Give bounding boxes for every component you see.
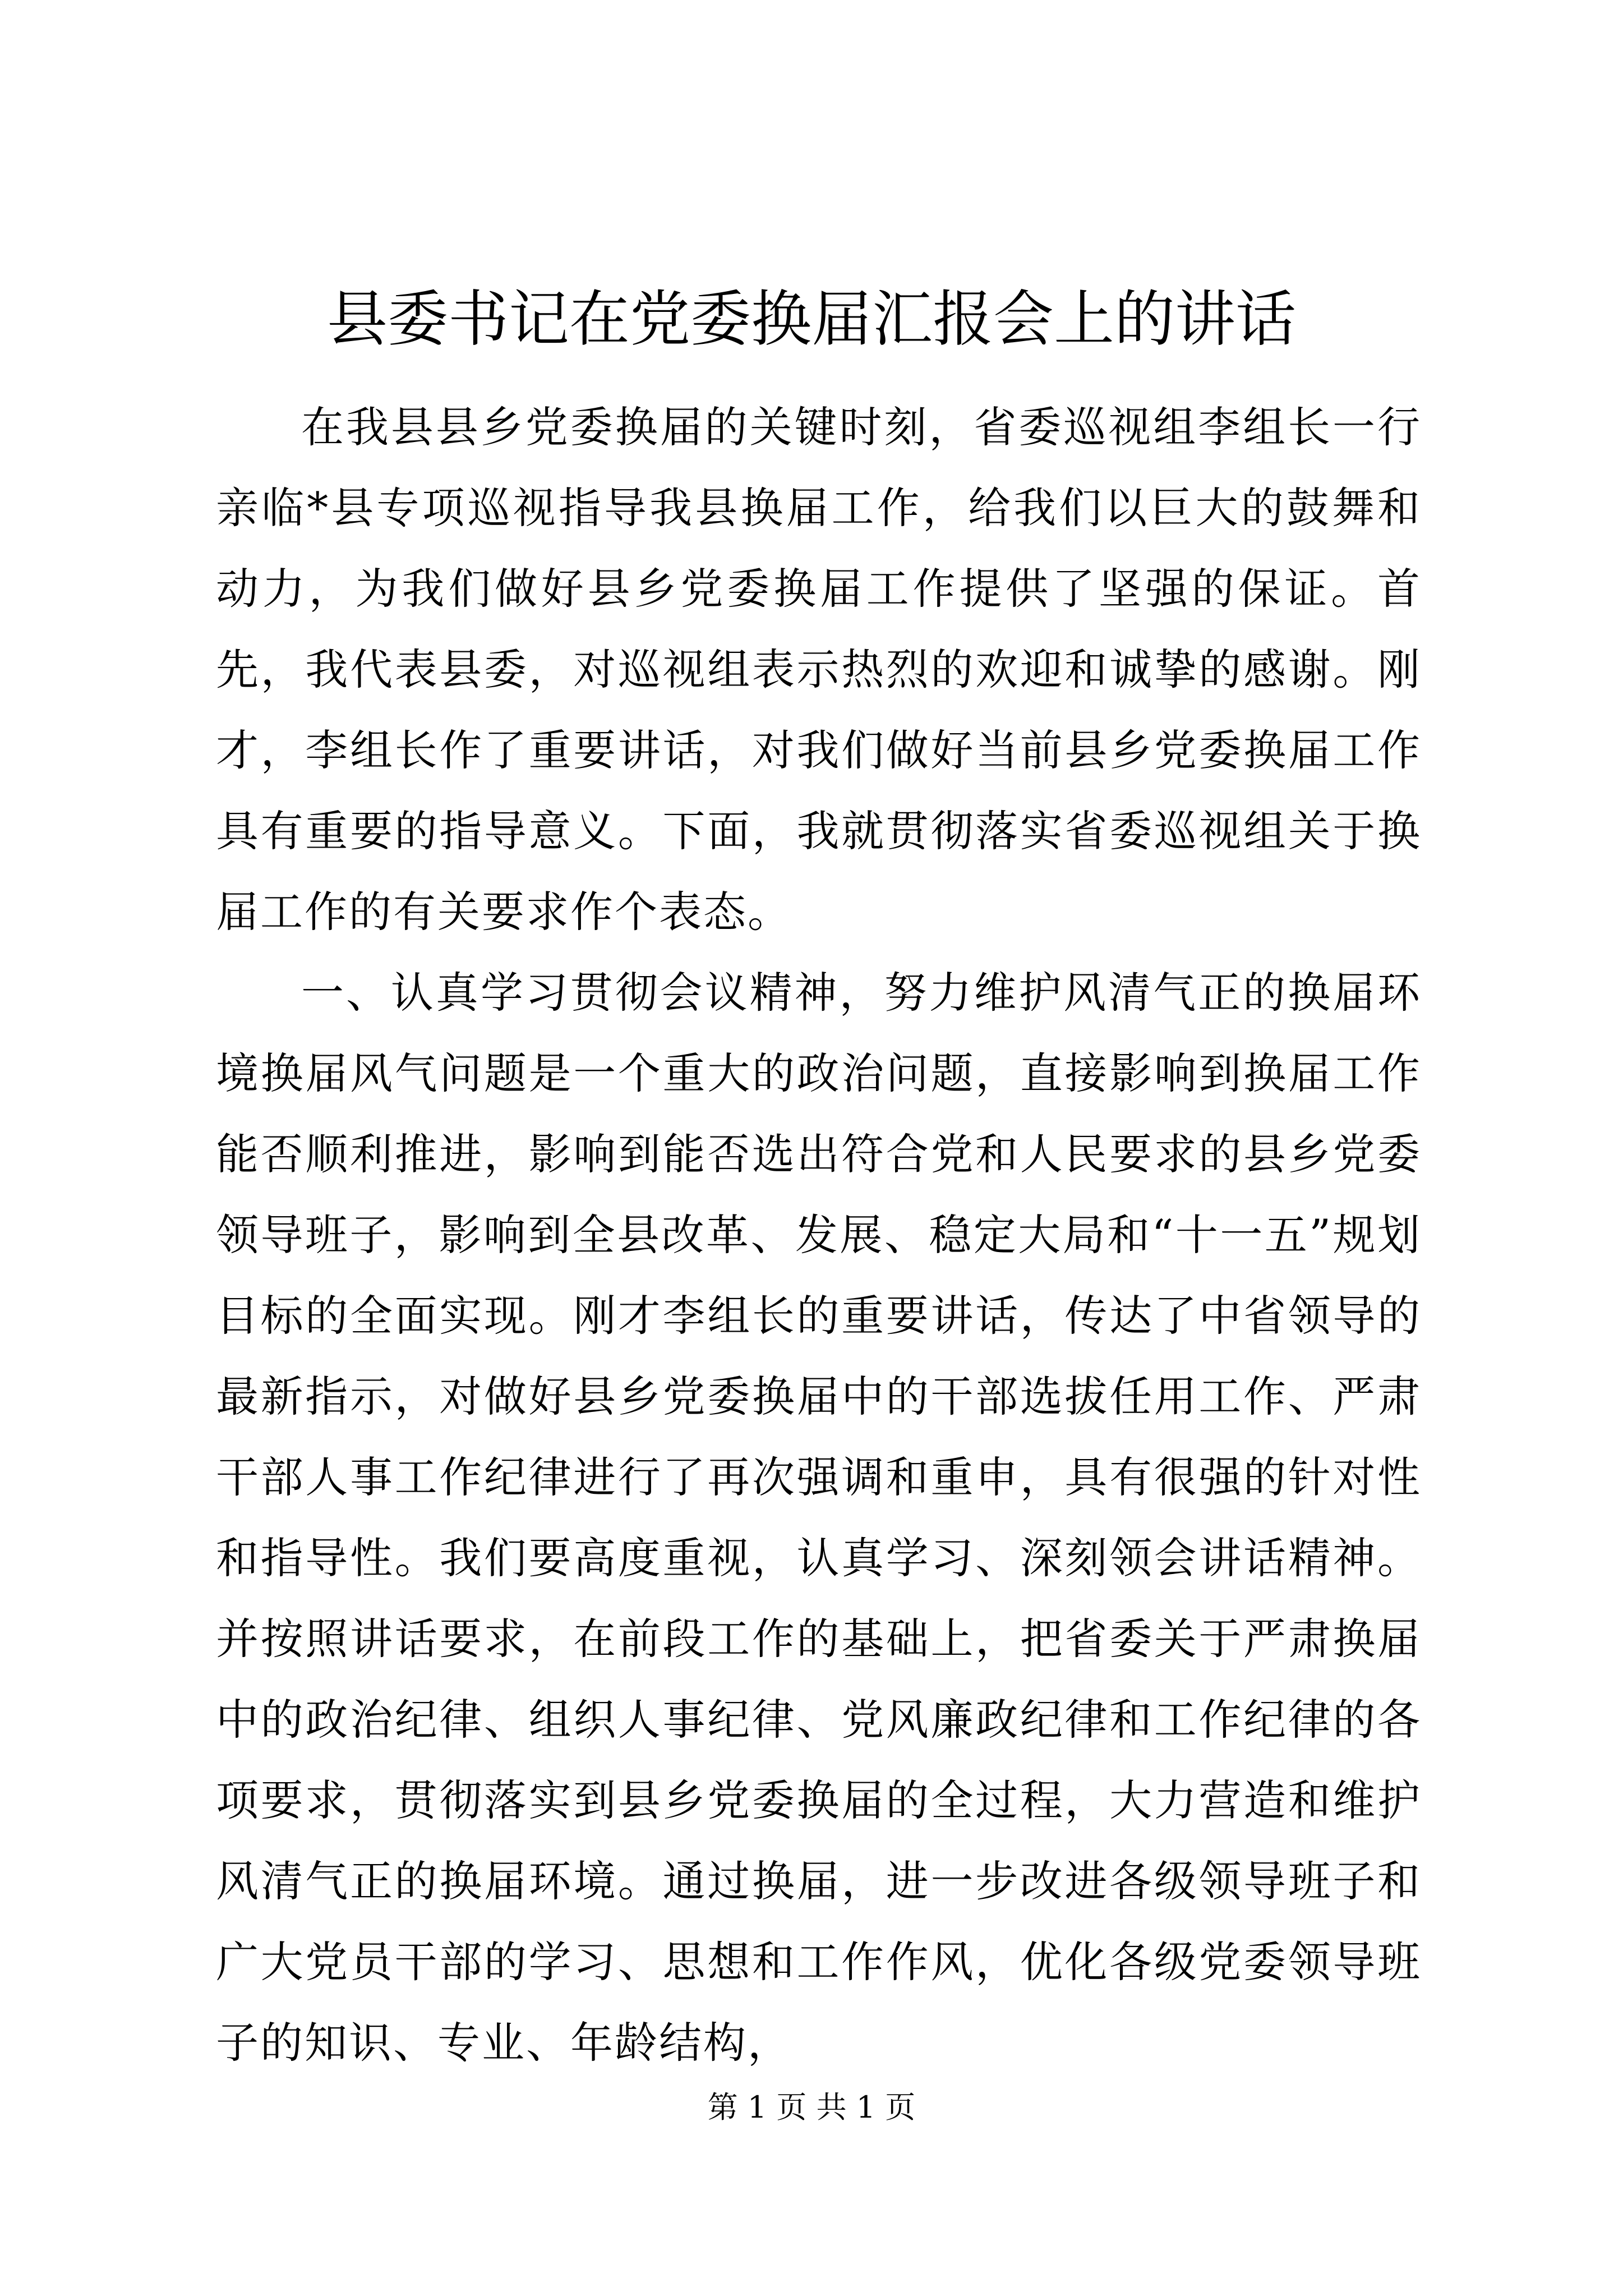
page-footer: 第 1 页 共 1 页 bbox=[707, 2090, 916, 2125]
paragraph-intro: 在我县县乡党委换届的关键时刻，省委巡视组李组长一行亲临*县专项巡视指导我县换届工作，给我们以巨大的鼓舞和动力，为我们做好县乡党委换届工作提供了坚强的保证。首先，我代表县委，对巡视组表示热烈的欢迎和诚挚的感谢。刚才，李组长作了重要讲话，对我们做好当前县乡党委换届工作具有重要的指导意义。下面，我就贯彻落实省委巡视组关于换届工作的有关要求作个表态。 bbox=[216, 402, 1422, 937]
document-body bbox=[216, 387, 1422, 2083]
paragraph-section-one: 一、认真学习贯彻会议精神，努力维护风清气正的换届环境换届风气问题是一个重大的政治问题，直接影响到换届工作能否顺利推进，影响到能否选出符合党和人民要求的县乡党委领导班子，影响到全县改革、发展、稳定大局和“十一五”规划目标的全面实现。刚才李组长的重要讲话，传达了中省领导的最新指示，对做好县乡党委换届中的干部选拔任用工作、严肃干部人事工作纪律进行了再次强调和重申，具有很强的针对性和指导性。我们要高度重视，认真学习、深刻领会讲话精神。并按照讲话要求，在前段工作的基础上，把省委关于严肃换届中的政治纪律、组织人事纪律、党风廉政纪律和工作纪律的各项要求，贯彻落实到县乡党委换届的全过程，大力营造和维护风清气正的换届环境。通过换届，进一步改进各级领导班子和广大党员干部的学习、思想和工作作风，优化各级党委领导班子的知识、专业、年龄结构， bbox=[216, 968, 1422, 2068]
page-title: 县委书记在党委换届汇报会上的讲话 bbox=[326, 284, 1296, 355]
